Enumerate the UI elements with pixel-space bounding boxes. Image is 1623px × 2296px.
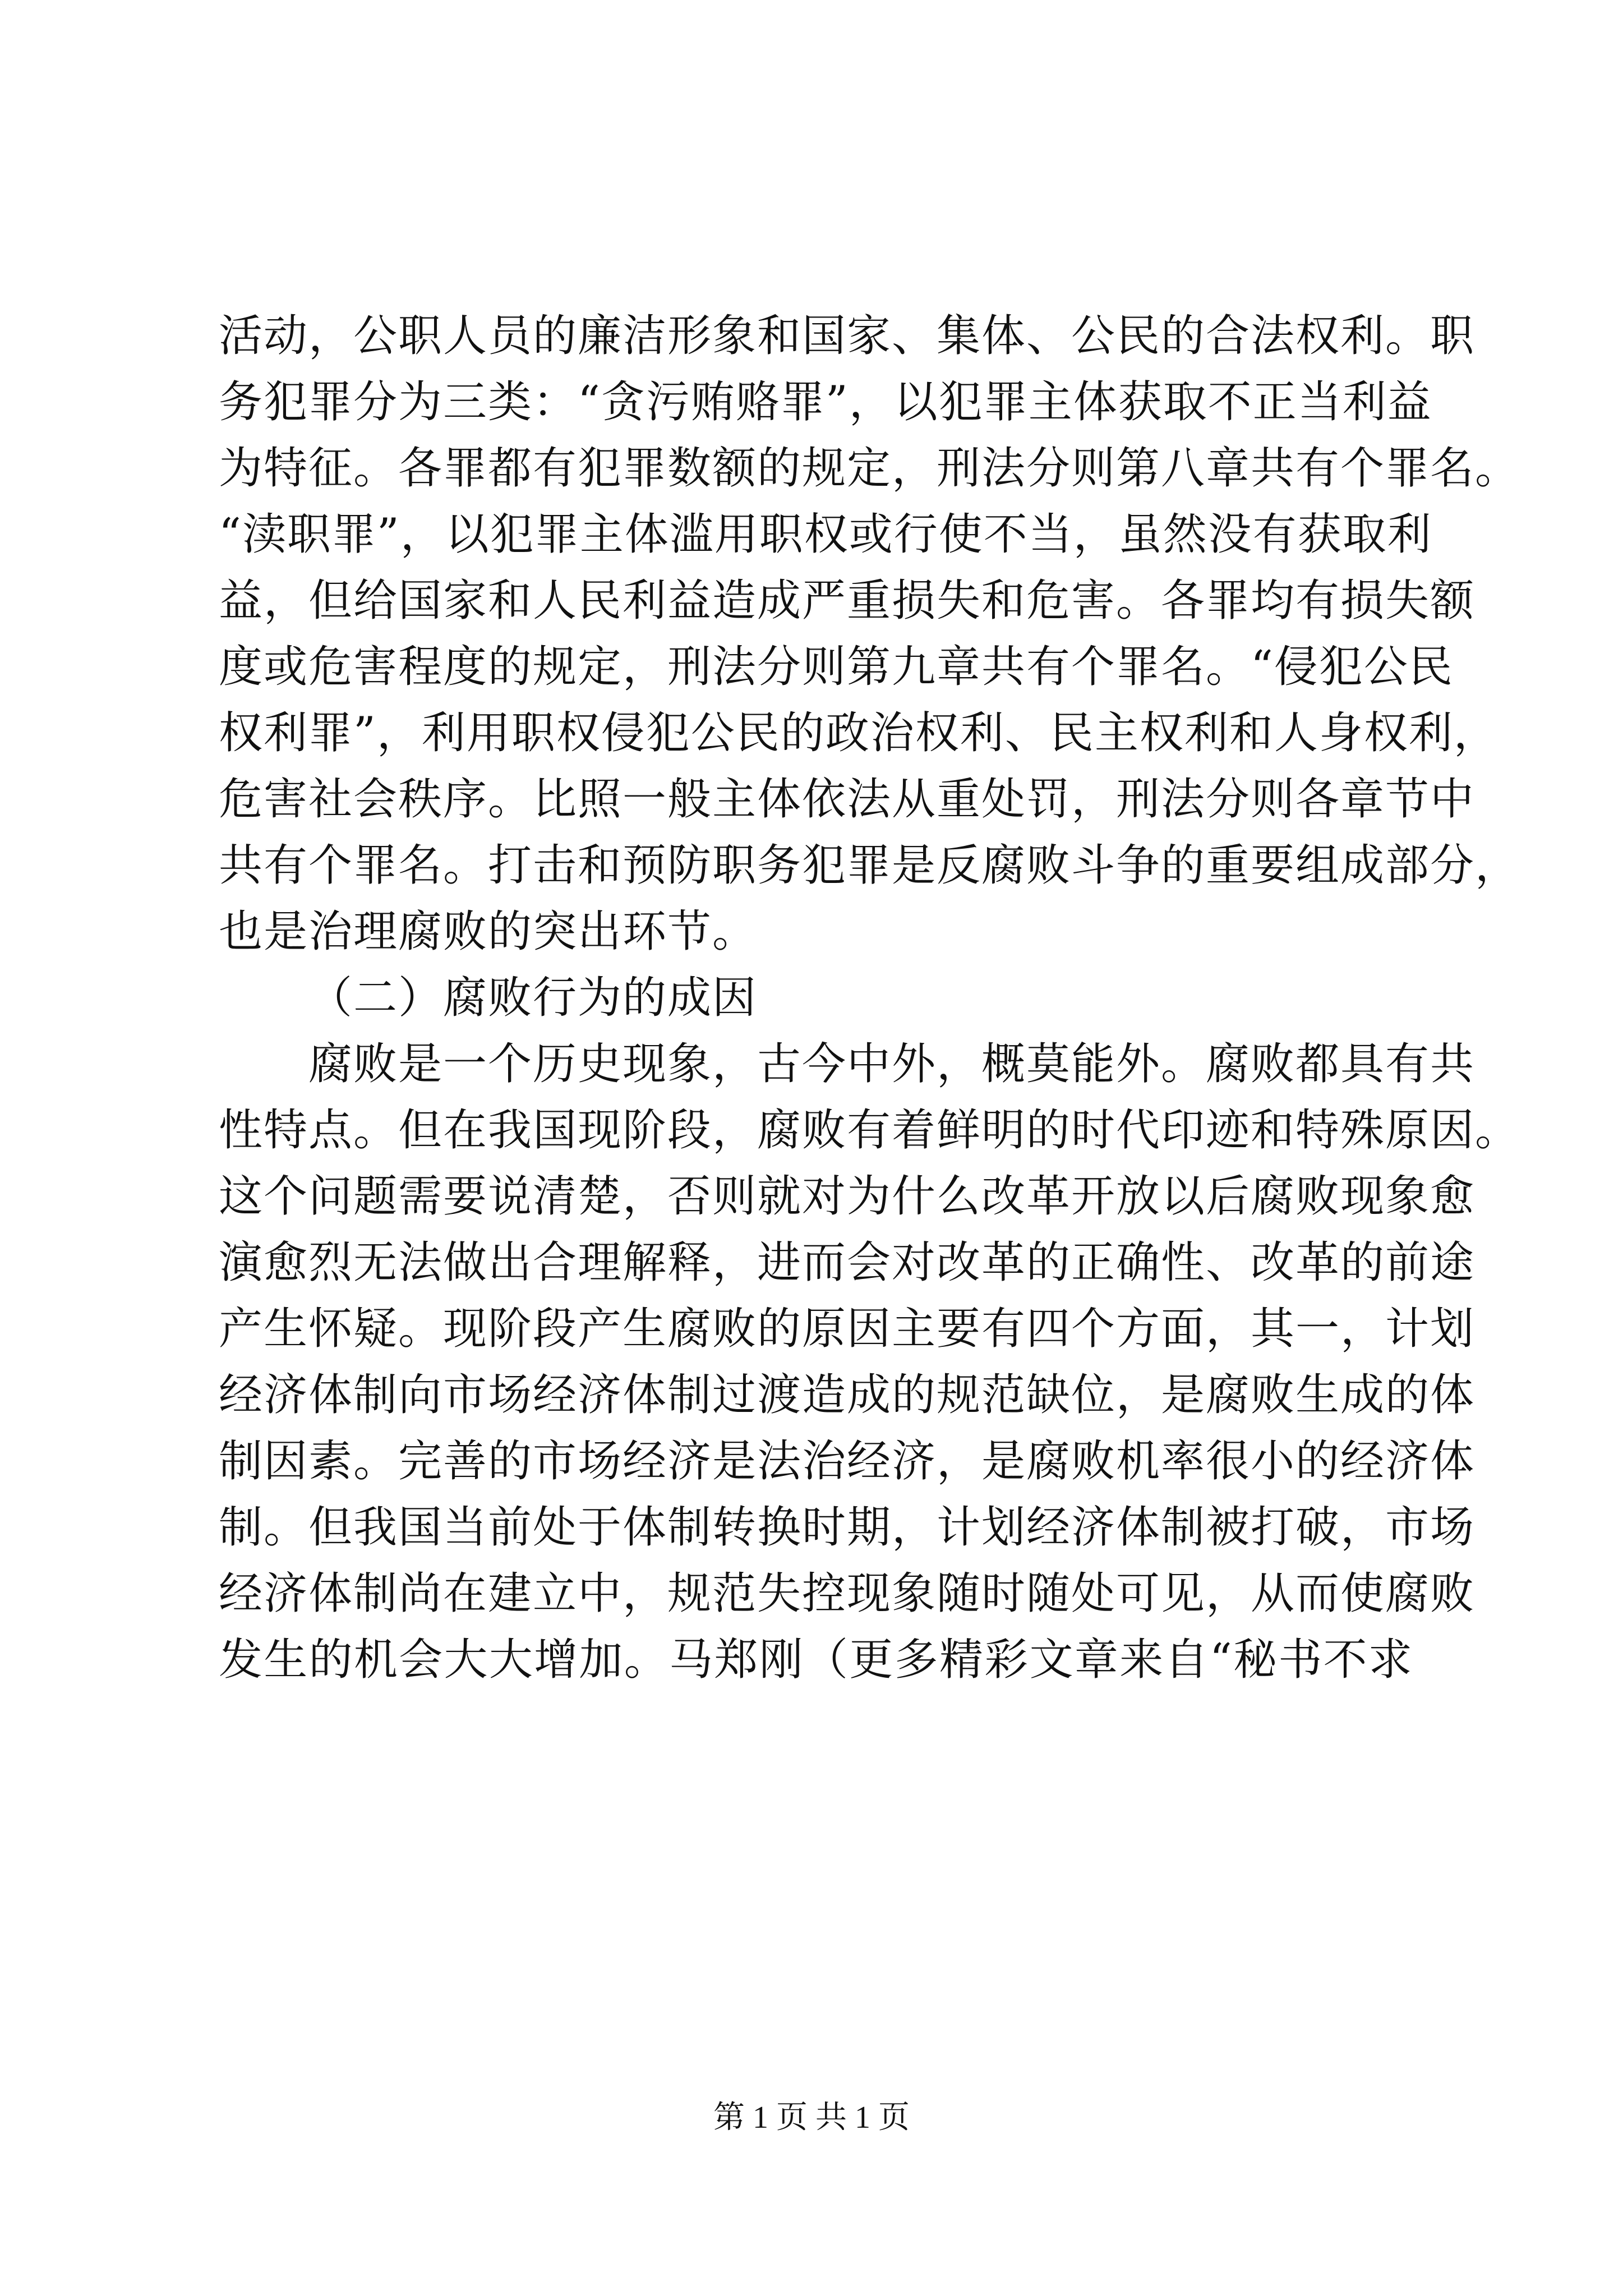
text-line: 危害社会秩序。比照一般主体依法从重处罚，刑法分则各章节中 [219, 774, 1476, 825]
text-line: 发生的机会大大增加。马郑刚（更多精彩文章来自“秘书不求 [219, 1635, 1413, 1685]
text-line: 经济体制尚在建立中，规范失控现象随时随处可见，从而使腐败 [219, 1568, 1476, 1619]
text-line: 这个问题需要说清楚，否则就对为什么改革开放以后腐败现象愈 [219, 1171, 1476, 1222]
text-line: 权利罪”，利用职权侵犯公民的政治权利、民主权利和人身权利， [219, 708, 1498, 758]
text-line: 也是治理腐败的突出环节。 [219, 907, 758, 957]
text-line: 产生怀疑。现阶段产生腐败的原因主要有四个方面，其一，计划 [219, 1304, 1476, 1354]
text-line: 制因素。完善的市场经济是法治经济，是腐败机率很小的经济体 [219, 1436, 1476, 1487]
section-heading: （二）腐败行为的成因 [308, 973, 758, 1023]
text-line: 性特点。但在我国现阶段，腐败有着鲜明的时代印迹和特殊原因。 [219, 1105, 1520, 1156]
page-footer [0, 2095, 1623, 2140]
text-line: 制。但我国当前处于体制转换时期，计划经济体制被打破，市场 [219, 1502, 1476, 1553]
text-line: 演愈烈无法做出合理解释，进而会对改革的正确性、改革的前途 [219, 1237, 1476, 1288]
text-line: 度或危害程度的规定，刑法分则第九章共有个罪名。“侵犯公民 [219, 642, 1454, 692]
text-line: 益，但给国家和人民利益造成严重损失和危害。各罪均有损失额 [219, 576, 1476, 626]
text-line: 经济体制向市场经济体制过渡造成的规范缺位，是腐败生成的体 [219, 1370, 1476, 1420]
body-text [219, 303, 1520, 1693]
text-line: “渎职罪”，以犯罪主体滥用职权或行使不当，虽然没有获取利 [219, 509, 1432, 560]
page-number: 第 1 页 共 1 页 [713, 2100, 910, 2135]
text-line: 活动，公职人员的廉洁形象和国家、集体、公民的合法权利。职 [219, 311, 1476, 361]
text-line: 腐败是一个历史现象，古今中外，概莫能外。腐败都具有共 [308, 1039, 1476, 1089]
text-line: 为特征。各罪都有犯罪数额的规定，刑法分则第八章共有个罪名。 [219, 443, 1520, 494]
text-line: 务犯罪分为三类：“贪污贿赂罪”，以犯罪主体获取不正当利益 [219, 377, 1432, 427]
text-line: 共有个罪名。打击和预防职务犯罪是反腐败斗争的重要组成部分， [219, 840, 1520, 891]
